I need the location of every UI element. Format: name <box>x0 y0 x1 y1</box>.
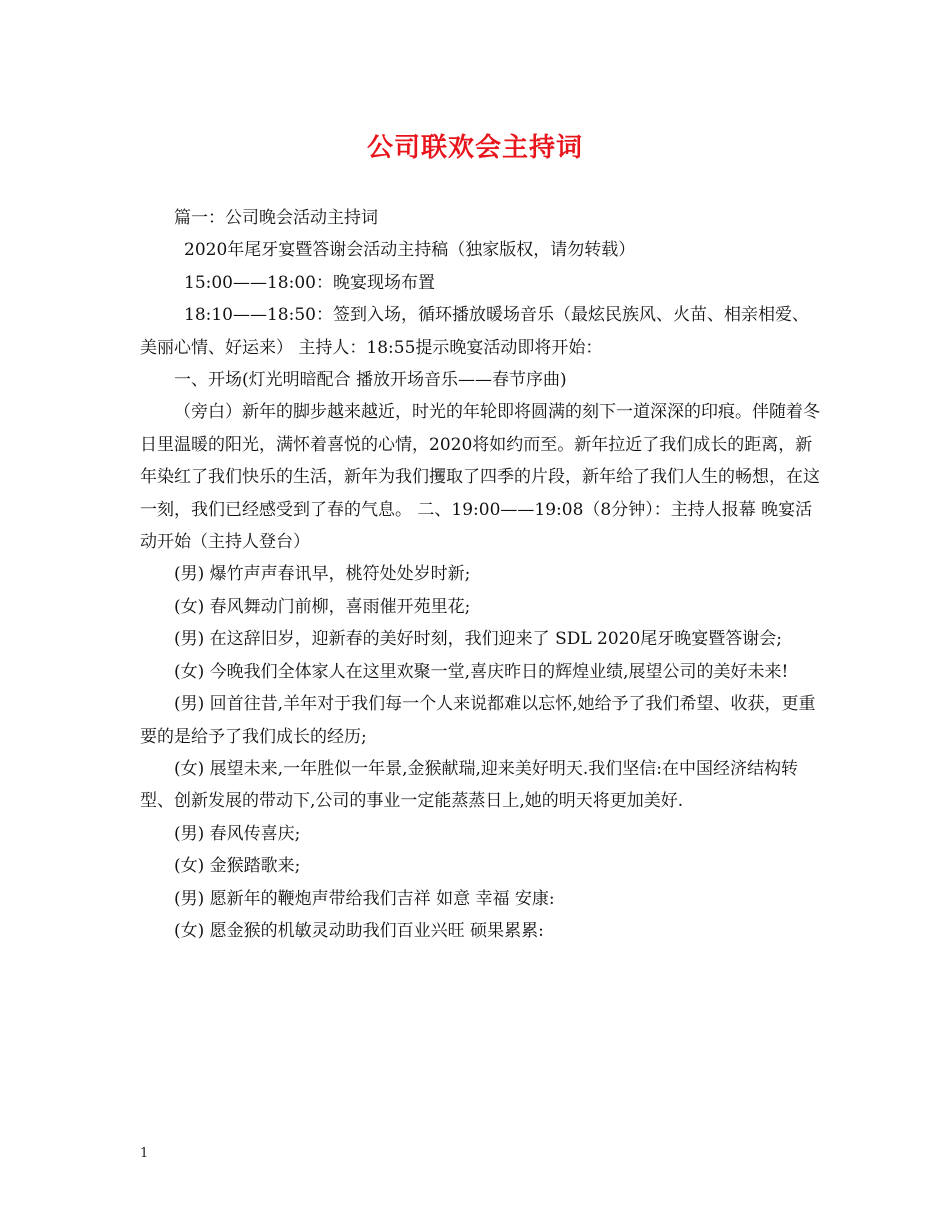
paragraph-16: (女) 愿金猴的机敏灵动助我们百业兴旺 硕果累累: <box>174 920 544 941</box>
paragraph-5: 一、开场(灯光明暗配合 播放开场音乐——春节序曲) <box>174 370 567 391</box>
paragraph-13: (男) 春风传喜庆; <box>174 823 301 844</box>
paragraph-6: （旁白）新年的脚步越来越近，时光的年轮即将圆满的刻下一道深深的印痕。伴随着冬日里温暖的阳光，满怀着喜悦的心情，2020将如约而至。新年拉近了我们成长的距离，新年染红了我们快乐的生活，新年为我们攫取了四季的片段，新年给了我们人生的畅想，在这一刻，我们已经感受到了春的气息。 二、19:00——19:08（8分钟）：主持人报幕 晚宴活动开始（主持人登台） <box>140 402 820 553</box>
paragraph-3: 15:00——18:00：晚宴现场布置 <box>184 272 435 293</box>
page-title: 公司联欢会主持词 <box>366 133 583 163</box>
paragraph-11: (男) 回首往昔,羊年对于我们每一个人来说都难以忘怀,她给予了我们希望、收获，更重要的是给予了我们成长的经历; <box>140 694 816 747</box>
paragraph-12: (女) 展望未来,一年胜似一年景,金猴献瑞,迎来美好明天.我们坚信:在中国经济结构转型、创新发展的带动下,公司的事业一定能蒸蒸日上,她的明天将更加美好. <box>140 758 799 812</box>
paragraph-8: (女) 春风舞动门前柳，喜雨催开苑里花; <box>174 596 471 617</box>
paragraph-15: (男) 愿新年的鞭炮声带给我们吉祥 如意 幸福 安康: <box>174 888 555 909</box>
paragraph-7: (男) 爆竹声声春讯早，桃符处处岁时新; <box>174 564 471 585</box>
paragraph-14: (女) 金猴踏歌来; <box>174 856 301 877</box>
document-body <box>140 202 820 947</box>
paragraph-4: 18:10——18:50：签到入场，循环播放暖场音乐（最炫民族风、火苗、相亲相爱、美丽心情、好运来） 主持人：18:55提示晚宴活动即将开始： <box>140 305 809 358</box>
paragraph-2: 2020年尾牙宴暨答谢会活动主持稿（独家版权，请勿转载） <box>184 240 636 261</box>
page-number: 1 <box>140 1146 149 1161</box>
paragraph-1: 篇一：公司晚会活动主持词 <box>174 208 378 228</box>
paragraph-9: (男) 在这辞旧岁，迎新春的美好时刻，我们迎来了 SDL 2020尾牙晚宴暨答谢会; <box>174 629 783 650</box>
paragraph-10: (女) 今晚我们全体家人在这里欢聚一堂,喜庆昨日的辉煌业绩,展望公司的美好未来! <box>174 661 789 682</box>
